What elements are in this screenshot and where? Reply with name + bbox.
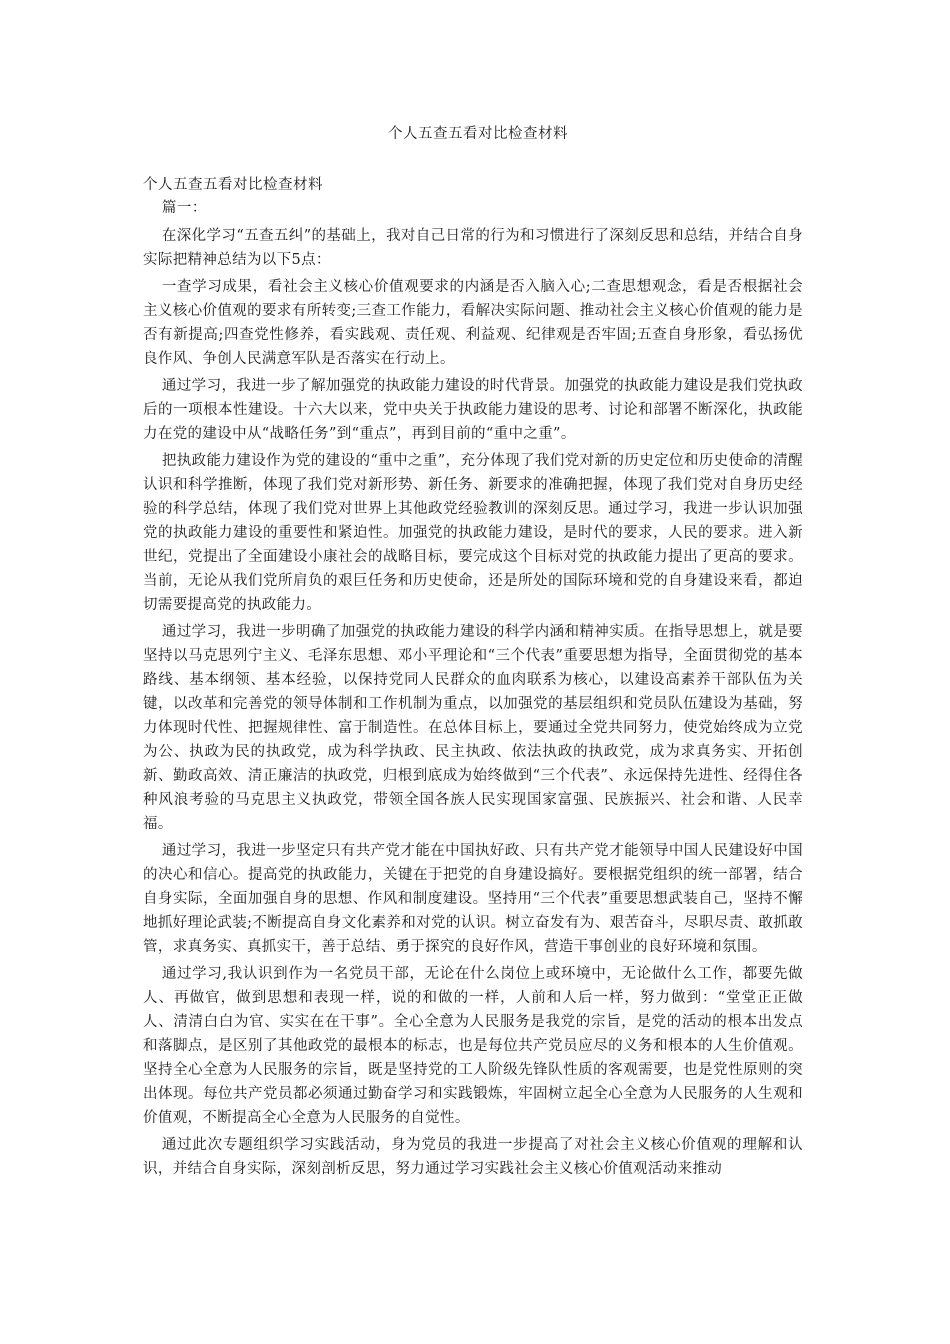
paragraph-background: 通过学习，我进一步了解加强党的执政能力建设的时代背景。加强党的执政能力建设是我们党执政后的一项根本性建设。十六大以来，党中央关于执政能力建设的思考、讨论和部署不断深化，执政能力在党的建设中从“战略任务”到“重点”，再到目前的“重中之重”。 <box>143 378 803 442</box>
document-body <box>143 224 803 1181</box>
document-page <box>143 124 803 1184</box>
paragraph-confidence: 通过学习，我进一步坚定只有共产党才能在中国执好政、只有共产党才能领导中国人民建设好中国的决心和信心。提高党的执政能力，关键在于把党的自身建设搞好。要根据党组织的统一部署，结合自身实际，全面加强自身的思想、作风和制度建设。坚持用“三个代表”重要思想武装自己，坚持不懈地抓好理论武装;不断提高自身文化素养和对党的认识。树立奋发有为、艰苦奋斗，尽职尽责、敢抓敢管，求真务实、真抓实干，善于总结、勇于探究的良好作风，营造干事创业的良好环境和氛围。 <box>143 843 803 955</box>
document-title: 个人五查五看对比检查材料 <box>388 126 568 142</box>
paragraph-priority: 把执政能力建设作为党的建设的“重中之重”，充分体现了我们党对新的历史定位和历史使命的清醒认识和科学推断，体现了我们党对新形势、新任务、新要求的准确把握，体现了我们党对自身历史经验的科学总结，体现了我们党对世界上其他政党经验教训的深刻反思。通过学习，我进一步认识加强党的执政能力建设的重要性和紧迫性。加强党的执政能力建设，是时代的要求，人民的要求。进入新世纪，党提出了全面建设小康社会的战略目标，要完成这个目标对党的执政能力提出了更高的要求。当前，无论从我们党所肩负的艰巨任务和历史使命，还是所处的国际环境和党的自身建设来看，都迫切需要提高党的执政能力。 <box>143 453 803 613</box>
paragraph-connotation: 通过学习，我进一步明确了加强党的执政能力建设的科学内涵和精神实质。在指导思想上，就是要坚持以马克思列宁主义、毛泽东思想、邓小平理论和“三个代表”重要思想为指导，全面贯彻党的基本路线、基本纲领、基本经验，以保持党同人民群众的血肉联系为核心，以建设高素养干部队伍为关键，以改革和完善党的领导体制和工作机制为重点，以加强党的基层组织和党员队伍建设为基础，努力体现时代性、把握规律性、富于制造性。在总体目标上，要通过全党共同努力，使党始终成为立党为公、执政为民的执政党，成为科学执政、民主执政、依法执政的执政党，成为求真务实、开拓创新、勤政高效、清正廉洁的执政党，归根到底成为始终做到“三个代表”、永远保持先进性、经得住各种风浪考验的马克思主义执政党，带领全国各族人民实现国家富强、民族振兴、社会和谐、人民幸福。 <box>143 624 803 832</box>
document-subtitle: 个人五查五看对比检查材料 <box>143 177 323 193</box>
paragraph-intro: 在深化学习“五查五纠”的基础上，我对自己日常的行为和习惯进行了深刻反思和总结，并结合自身实际把精神总结为以下5点： <box>143 228 803 268</box>
part-label: 篇一： <box>161 200 207 216</box>
paragraph-five-checks: 一查学习成果，看社会主义核心价值观要求的内涵是否入脑入心;二查思想观念，看是否根据社会主义核心价值观的要求有所转变;三查工作能力，看解决实际问题、推动社会主义核心价值观的能力是否有新提高;四查党性修养，看实践观、责任观、利益观、纪律观是否牢固;五查自身形象，看弘扬优良作风、争创人民满意军队是否落实在行动上。 <box>143 279 803 367</box>
paragraph-party-member: 通过学习,我认识到作为一名党员干部，无论在什么岗位上或环境中，无论做什么工作，都要先做人、再做官，做到思想和表现一样，说的和做的一样，人前和人后一样，努力做到：“堂堂正正做人、清清白白为官、实实在在干事”。全心全意为人民服务是我党的宗旨，是党的活动的根本出发点和落脚点，是区别了其他政党的最根本的标志，也是每位共产党员应尽的义务和根本的人生价值观。坚持全心全意为人民服务的宗旨，既是坚持党的工人阶级先锋队性质的客观需要，也是党性原则的突出体现。每位共产党员都必须通过勤奋学习和实践锻炼，牢固树立起全心全意为人民服务的人生观和价值观，不断提高全心全意为人民服务的自觉性。 <box>143 966 803 1126</box>
paragraph-conclusion: 通过此次专题组织学习实践活动，身为党员的我进一步提高了对社会主义核心价值观的理解和认识，并结合自身实际，深刻剖析反思，努力通过学习实践社会主义核心价值观活动来推动 <box>143 1137 803 1177</box>
